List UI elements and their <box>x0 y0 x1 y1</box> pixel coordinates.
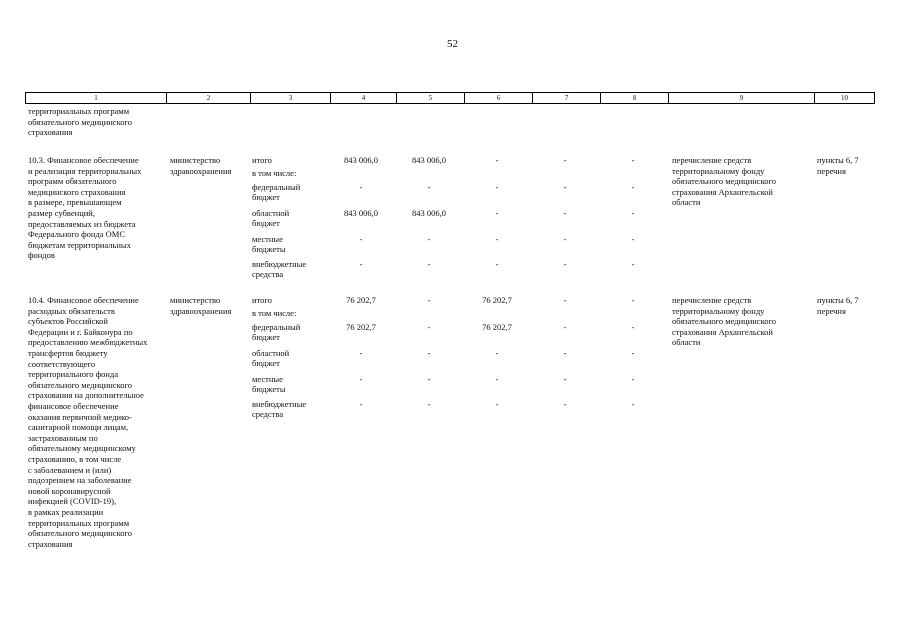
item-description-line: с заболеванием и (или) <box>28 464 112 475</box>
funding-amount: - <box>427 182 431 192</box>
funding-source-label: федеральный <box>252 322 301 332</box>
funding-amount: - <box>631 208 635 218</box>
item-description-line: и реализация территориальных <box>28 165 142 176</box>
funding-amount: - <box>563 259 567 269</box>
result-line: перечисление средств <box>672 155 752 165</box>
item-description-line: трансфертов бюджету <box>28 348 108 358</box>
funding-source-label: средства <box>252 268 284 279</box>
executor-line: министерство <box>170 155 221 165</box>
funding-amount: - <box>427 259 431 269</box>
funding-amount: - <box>631 295 635 305</box>
funding-amount: - <box>359 348 363 358</box>
funding-amount: - <box>631 234 635 244</box>
funding-amount: - <box>631 259 635 269</box>
page-number: 52 <box>447 38 458 50</box>
funding-source-label: внебюджетные <box>252 259 307 269</box>
item-description-line: территориальных программ <box>28 517 130 528</box>
result-line: перечисление средств <box>672 295 752 305</box>
header-col-6: 6 <box>464 93 532 103</box>
funding-amount: - <box>631 155 635 165</box>
funding-source-label: бюджет <box>252 217 280 228</box>
funding-amount: - <box>631 399 635 409</box>
header-col-1: 1 <box>94 94 98 102</box>
funding-amount: - <box>427 295 431 305</box>
item-description-line: Федерации и г. Байконура по <box>28 326 133 337</box>
item-description-line: фондов <box>28 250 55 261</box>
header-col-4: 4 <box>330 93 396 103</box>
funding-amount: - <box>495 208 499 218</box>
funding-amount: - <box>495 182 499 192</box>
funding-source-label: бюджеты <box>252 383 286 394</box>
funding-source-label: бюджет <box>252 191 280 202</box>
item-description-line: санитарной помощи лицам, <box>28 422 129 433</box>
funding-amount: 76 202,7 <box>346 295 376 305</box>
funding-amount: - <box>427 399 431 409</box>
header-col-8: 8 <box>600 93 668 103</box>
funding-amount: - <box>563 234 567 244</box>
funding-amount: 76 202,7 <box>482 295 512 305</box>
funding-source-label: бюджет <box>252 357 280 368</box>
funding-amount: 843 006,0 <box>412 208 446 218</box>
funding-amount: 76 202,7 <box>346 322 376 332</box>
item-description-line: подозрением на заболевание <box>28 475 132 486</box>
executor-line: здравоохранения <box>170 165 232 176</box>
funding-amount: - <box>563 322 567 332</box>
result-line: территориальному фонду <box>672 165 765 176</box>
funding-source-label: итого <box>252 295 272 305</box>
result-line: страхования Архангельской <box>672 186 773 197</box>
funding-amount: - <box>495 374 499 384</box>
funding-source-label: областной <box>252 348 290 358</box>
header-col-9: 9 <box>668 93 814 103</box>
item-description-line: инфекцией (COVID-19), <box>28 496 117 507</box>
item-description-line: расходных обязательств <box>28 305 115 316</box>
header-col-7: 7 <box>532 93 600 103</box>
result-line: обязательного медицинского <box>672 176 777 187</box>
reference-line: перечня <box>817 305 846 316</box>
item-description-line: обязательного медицинского <box>28 379 133 390</box>
item-description-line: страхованию, в том числе <box>28 454 122 464</box>
continuation-line: обязательного медицинского <box>28 116 133 127</box>
funding-source-label: местные <box>252 234 283 244</box>
funding-amount: - <box>563 374 567 384</box>
funding-source-label: в том числе: <box>252 168 297 178</box>
continuation-line: страхования <box>28 127 73 138</box>
reference-line: пункты 6, 7 <box>817 295 859 305</box>
item-description-line: 10.4. Финансовое обеспечение <box>28 295 139 305</box>
funding-amount: - <box>495 348 499 358</box>
funding-source-label: внебюджетные <box>252 399 307 409</box>
funding-source-label: в том числе: <box>252 308 297 318</box>
funding-amount: - <box>631 348 635 358</box>
continuation-line: территориальных программ <box>28 106 130 116</box>
funding-amount: - <box>563 295 567 305</box>
executor-line: министерство <box>170 295 221 305</box>
funding-amount: - <box>495 259 499 269</box>
item-description-line: бюджетам территориальных <box>28 239 131 250</box>
item-description-line: оказания первичной медико- <box>28 411 132 422</box>
funding-amount: - <box>495 399 499 409</box>
funding-amount: - <box>359 374 363 384</box>
item-description-line: территориального фонда <box>28 369 119 380</box>
header-col-10: 10 <box>814 93 874 103</box>
result-line: области <box>672 337 701 348</box>
item-description-line: предоставляемых из бюджета <box>28 218 136 229</box>
result-line: страхования Архангельской <box>672 326 773 337</box>
item-description-line: в размере, превышающем <box>28 197 122 208</box>
executor-line: здравоохранения <box>170 305 232 316</box>
funding-amount: - <box>427 322 431 332</box>
funding-amount: - <box>563 348 567 358</box>
item-description-line: новой коронавирусной <box>28 485 111 496</box>
item-description-line: размер субвенций, <box>28 208 95 218</box>
item-description-line: медицинского страхования <box>28 186 126 197</box>
funding-source-label: бюджеты <box>252 243 286 254</box>
funding-amount: 76 202,7 <box>482 322 512 332</box>
funding-amount: 843 006,0 <box>344 208 378 218</box>
funding-amount: - <box>631 374 635 384</box>
funding-amount: - <box>563 182 567 192</box>
funding-source-label: бюджет <box>252 331 280 342</box>
funding-amount: - <box>563 399 567 409</box>
reference-line: пункты 6, 7 <box>817 155 859 165</box>
funding-source-label: местные <box>252 374 283 384</box>
item-description-line: обязательного медицинского <box>28 528 133 539</box>
item-description-line: страхования на дополнительное <box>28 390 144 401</box>
funding-amount: - <box>427 348 431 358</box>
funding-amount: 843 006,0 <box>344 155 378 165</box>
funding-amount: - <box>631 322 635 332</box>
funding-amount: 843 006,0 <box>412 155 446 165</box>
funding-amount: - <box>563 155 567 165</box>
funding-source-label: областной <box>252 208 290 218</box>
item-description-line: в рамках реализации <box>28 507 104 517</box>
funding-amount: - <box>495 155 499 165</box>
header-col-2: 2 <box>166 93 250 103</box>
item-description-line: страхования <box>28 538 73 549</box>
funding-amount: - <box>427 234 431 244</box>
item-description-line: субъектов Российской <box>28 316 108 327</box>
funding-amount: - <box>563 208 567 218</box>
item-description-line: Федерального фонда ОМС <box>28 229 126 240</box>
item-description-line: 10.3. Финансовое обеспечение <box>28 155 139 165</box>
funding-source-label: средства <box>252 408 284 419</box>
funding-amount: - <box>427 374 431 384</box>
item-description-line: предоставлению межбюджетных <box>28 337 148 348</box>
funding-source-label: итого <box>252 155 272 165</box>
item-description-line: финансовое обеспечение <box>28 401 119 411</box>
reference-line: перечня <box>817 165 846 176</box>
item-description-line: соответствующего <box>28 358 96 369</box>
funding-amount: - <box>631 182 635 192</box>
funding-amount: - <box>359 182 363 192</box>
item-description-line: обязательному медицинскому <box>28 443 136 454</box>
item-description-line: застрахованным по <box>28 432 98 443</box>
result-line: области <box>672 197 701 208</box>
header-col-3: 3 <box>250 93 330 103</box>
funding-amount: - <box>359 234 363 244</box>
result-line: обязательного медицинского <box>672 316 777 327</box>
result-line: территориальному фонду <box>672 305 765 316</box>
funding-amount: - <box>359 399 363 409</box>
header-col-5: 5 <box>396 93 464 103</box>
funding-amount: - <box>495 234 499 244</box>
funding-source-label: федеральный <box>252 182 301 192</box>
table-header-row <box>25 92 875 104</box>
item-description-line: программ обязательного <box>28 176 117 187</box>
funding-amount: - <box>359 259 363 269</box>
